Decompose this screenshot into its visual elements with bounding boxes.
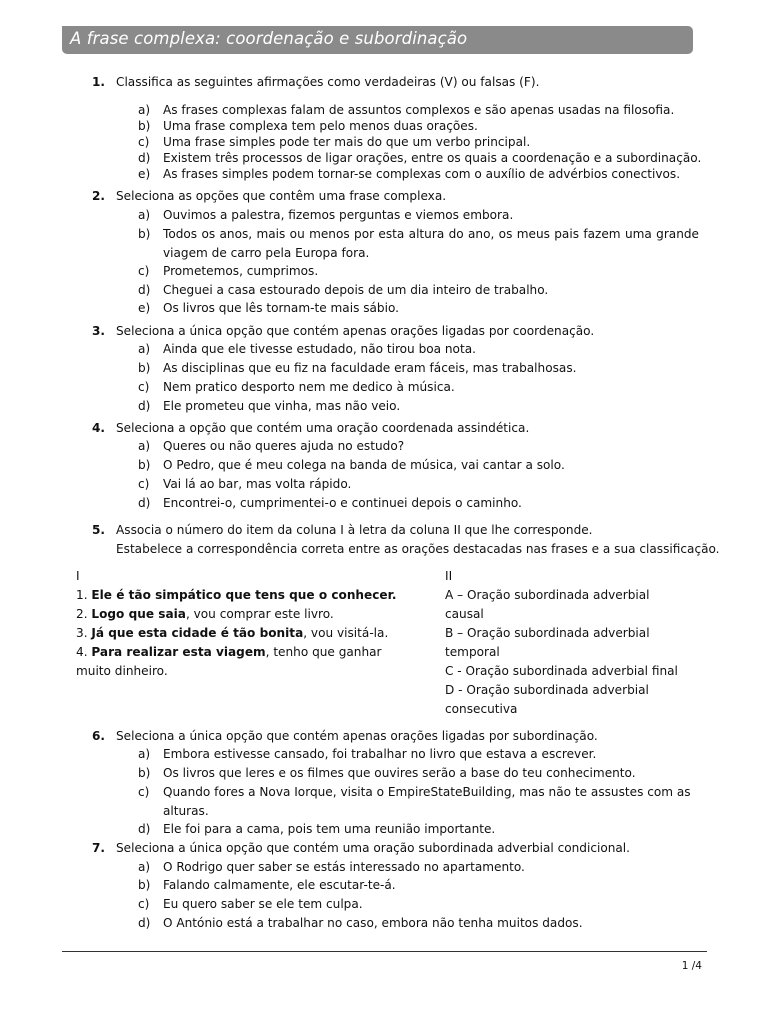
q7-option-d: O António está a trabalhar no caso, embora não tenha muitos dados. bbox=[163, 916, 583, 930]
q7-option-b: Falando calmamente, ele escutar-te-á. bbox=[163, 878, 396, 892]
q6-option-a: Embora estivesse cansado, foi trabalhar no livro que estava a escrever. bbox=[163, 747, 597, 761]
page-number: 1 /4 bbox=[681, 960, 702, 972]
q5-line1: Associa o número do item da coluna I à letra da coluna II que lhe corresponde. bbox=[116, 523, 593, 537]
column-1-item: 1. Ele é tão simpático que tens que o conhecer. bbox=[76, 588, 397, 602]
q1-option-d: Existem três processos de ligar orações, entre os quais a coordenação e a subordinação. bbox=[163, 151, 702, 165]
q4-option-a-letter: a) bbox=[138, 439, 151, 453]
q7-text: Seleciona a única opção que contém uma oração subordinada adverbial condicional. bbox=[116, 841, 631, 855]
q2-option-c-letter: c) bbox=[138, 264, 150, 278]
q3-text: Seleciona a única opção que contém apenas orações ligadas por coordenação. bbox=[116, 324, 595, 338]
q3-option-b: As disciplinas que eu fiz na faculdade eram fáceis, mas trabalhosas. bbox=[163, 361, 577, 375]
q4-text: Seleciona a opção que contém uma oração coordenada assindética. bbox=[116, 421, 530, 435]
column-1-item: 4. Para realizar esta viagem, tenho que ganhar muito dinheiro. bbox=[76, 645, 382, 678]
q7-option-c: Eu quero saber se ele tem culpa. bbox=[163, 897, 363, 911]
q4-option-b-letter: b) bbox=[138, 458, 151, 472]
q2-option-d: Cheguei a casa estourado depois de um dia inteiro de trabalho. bbox=[163, 283, 549, 297]
q1-option-b: Uma frase complexa tem pelo menos duas orações. bbox=[163, 119, 478, 133]
q3-option-c: Nem pratico desporto nem me dedico à música. bbox=[163, 380, 455, 394]
q1-option-e-letter: e) bbox=[138, 167, 151, 181]
q4-option-d-letter: d) bbox=[138, 496, 151, 510]
column-1-item: 3. Já que esta cidade é tão bonita, vou visitá-la. bbox=[76, 626, 389, 640]
q6-option-b-letter: b) bbox=[138, 766, 151, 780]
q6-option-c: Quando fores a Nova Iorque, visita o EmpireStateBuilding, mas não te assustes com as alturas. bbox=[163, 785, 691, 818]
q4-option-c: Vai lá ao bar, mas volta rápido. bbox=[163, 477, 352, 491]
q3-option-c-letter: c) bbox=[138, 380, 150, 394]
column-1-header: I bbox=[76, 569, 80, 583]
q3-number: 3. bbox=[92, 324, 106, 338]
q1-option-c: Uma frase simples pode ter mais do que um verbo principal. bbox=[163, 135, 531, 149]
column-2-item: D - Oração subordinada adverbial consecutiva bbox=[445, 683, 649, 716]
q1-text: Classifica as seguintes afirmações como verdadeiras (V) ou falsas (F). bbox=[116, 75, 540, 89]
q3-option-a: Ainda que ele tivesse estudado, não tirou boa nota. bbox=[163, 342, 476, 356]
column-2-item: C - Oração subordinada adverbial final bbox=[445, 664, 678, 678]
q4-option-b: O Pedro, que é meu colega na banda de música, vai cantar a solo. bbox=[163, 458, 565, 472]
column-1-item: 2. Logo que saia, vou comprar este livro. bbox=[76, 607, 334, 621]
q1-number: 1. bbox=[92, 75, 106, 89]
title-bar bbox=[62, 26, 693, 54]
q2-number: 2. bbox=[92, 189, 106, 203]
q4-option-d: Encontrei-o, cumprimentei-o e continuei depois o caminho. bbox=[163, 496, 522, 510]
q7-option-c-letter: c) bbox=[138, 897, 150, 911]
q7-option-b-letter: b) bbox=[138, 878, 151, 892]
q2-option-e: Os livros que lês tornam-te mais sábio. bbox=[163, 301, 399, 315]
q1-option-a: As frases complexas falam de assuntos complexos e são apenas usadas na filosofia. bbox=[163, 103, 675, 117]
q2-option-a: Ouvimos a palestra, fizemos perguntas e viemos embora. bbox=[163, 208, 514, 222]
footer-divider bbox=[62, 951, 707, 952]
q6-option-b: Os livros que leres e os filmes que ouvires serão a base do teu conhecimento. bbox=[163, 766, 636, 780]
q4-option-c-letter: c) bbox=[138, 477, 150, 491]
q4-number: 4. bbox=[92, 421, 106, 435]
q2-option-c: Prometemos, cumprimos. bbox=[163, 264, 319, 278]
q6-option-c-letter: c) bbox=[138, 785, 150, 799]
q7-number: 7. bbox=[92, 841, 106, 855]
q4-option-a: Queres ou não queres ajuda no estudo? bbox=[163, 439, 405, 453]
q6-option-d-letter: d) bbox=[138, 822, 151, 836]
q5-number: 5. bbox=[92, 523, 106, 537]
column-2-list bbox=[445, 586, 690, 719]
q7-option-a: O Rodrigo quer saber se estás interessado no apartamento. bbox=[163, 860, 525, 874]
column-2-header: II bbox=[445, 569, 453, 583]
q2-option-b: Todos os anos, mais ou menos por esta altura do ano, os meus pais fazem uma grande viagem de carro pela Europa fora. bbox=[163, 227, 699, 260]
q5-line2: Estabelece a correspondência correta entre as orações destacadas nas frases e a sua classificação. bbox=[116, 542, 720, 556]
q3-option-b-letter: b) bbox=[138, 361, 151, 375]
q1-option-a-letter: a) bbox=[138, 103, 151, 117]
q2-text: Seleciona as opções que contêm uma frase complexa. bbox=[116, 189, 447, 203]
q2-option-e-letter: e) bbox=[138, 301, 151, 315]
q6-option-d: Ele foi para a cama, pois tem uma reunião importante. bbox=[163, 822, 496, 836]
q2-option-b-letter: b) bbox=[138, 227, 151, 241]
q7-option-a-letter: a) bbox=[138, 860, 151, 874]
q3-option-a-letter: a) bbox=[138, 342, 151, 356]
q6-text: Seleciona a única opção que contém apenas orações ligadas por subordinação. bbox=[116, 729, 598, 743]
column-2-item: B – Oração subordinada adverbial temporal bbox=[445, 626, 650, 659]
q2-option-a-letter: a) bbox=[138, 208, 151, 222]
column-2-item: A – Oração subordinada adverbial causal bbox=[445, 588, 650, 621]
q1-option-b-letter: b) bbox=[138, 119, 151, 133]
q7-option-d-letter: d) bbox=[138, 916, 151, 930]
q2-option-d-letter: d) bbox=[138, 283, 151, 297]
q3-option-d-letter: d) bbox=[138, 399, 151, 413]
q6-number: 6. bbox=[92, 729, 106, 743]
q6-option-a-letter: a) bbox=[138, 747, 151, 761]
q1-option-e: As frases simples podem tornar-se complexas com o auxílio de advérbios conectivos. bbox=[163, 167, 681, 181]
q1-option-c-letter: c) bbox=[138, 135, 150, 149]
q1-option-d-letter: d) bbox=[138, 151, 151, 165]
q3-option-d: Ele prometeu que vinha, mas não veio. bbox=[163, 399, 401, 413]
page-title: A frase complexa: coordenação e subordinação bbox=[70, 29, 468, 48]
column-1-list bbox=[76, 586, 416, 681]
